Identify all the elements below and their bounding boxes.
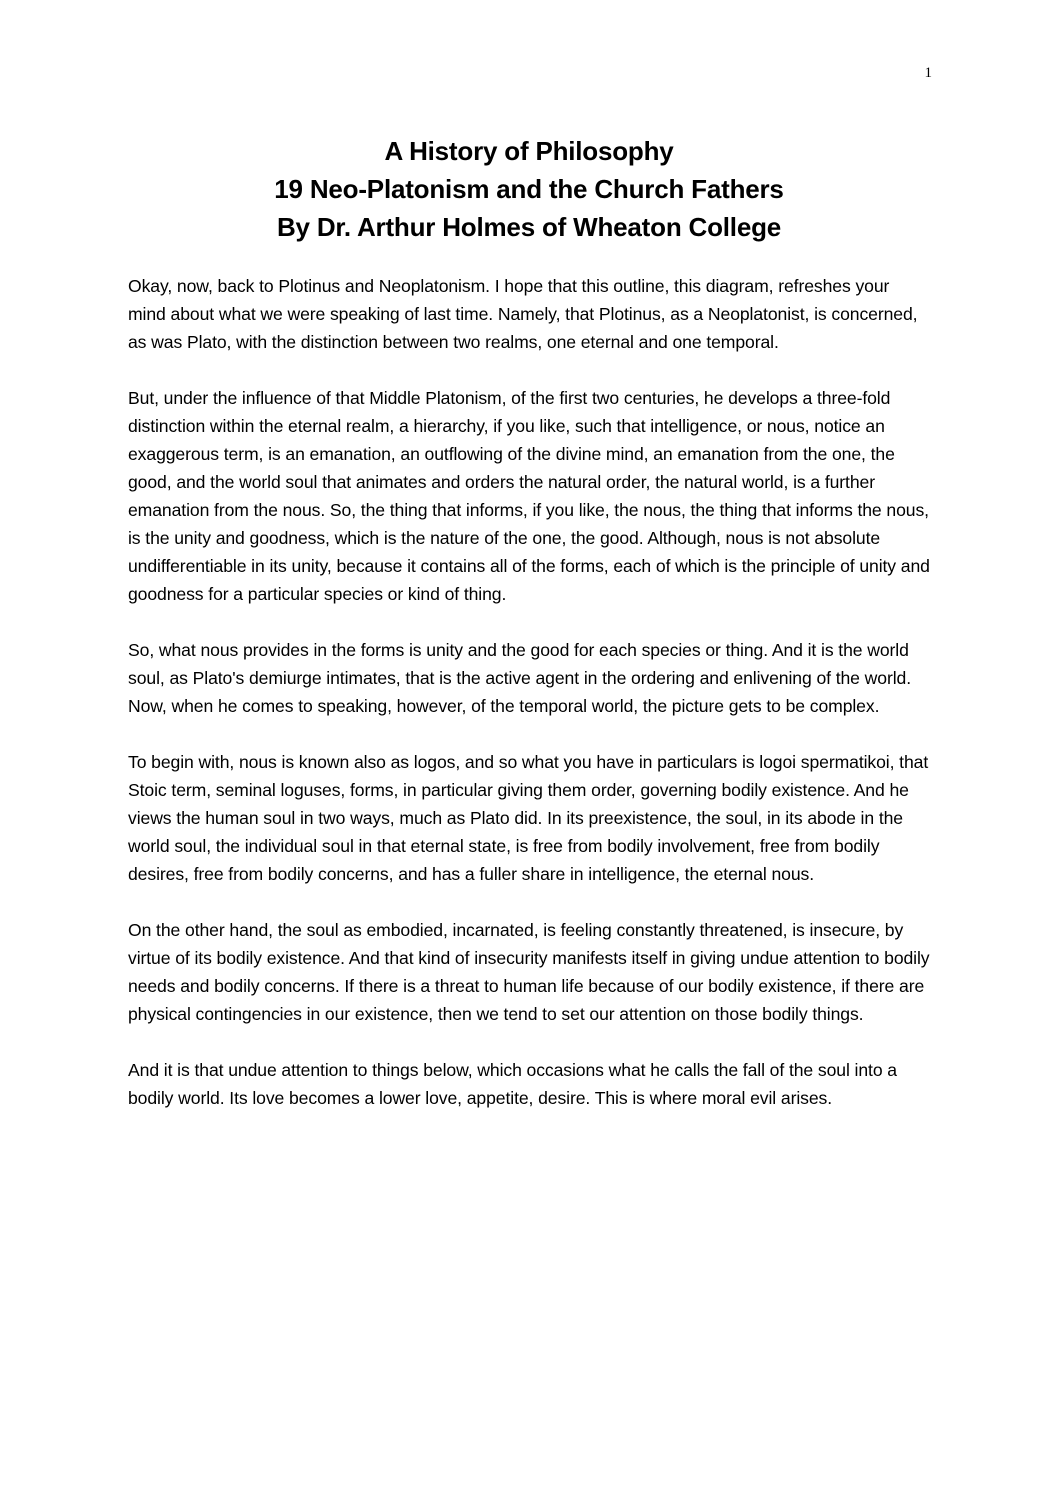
title-line-author: By Dr. Arthur Holmes of Wheaton College [276,212,782,242]
paragraph-fall-of-soul: And it is that undue attention to things below, which occasions what he calls the fall of the soul into a bodily world. Its love becomes a lower love, appetite, desire. This is where moral evil arises. [128,1060,897,1108]
paragraph-logos-soul: To begin with, nous is known also as logos, and so what you have in particulars is logoi spermatikoi, that Stoic term, seminal loguses, forms, in particular giving them order, governing bodily existence. And he views the human soul in two ways, much as Plato did. In its preexistence, the soul, in its abode in the world soul, the individual soul in that eternal state, is free from bodily involvement, free from bodily desires, free from bodily concerns, and has a fuller share in intelligence, the eternal nous. [128,752,929,884]
title-line-course: A History of Philosophy [384,136,674,166]
page-number: 1 [924,65,932,81]
document-title [128,132,930,246]
paragraph-embodied-soul: On the other hand, the soul as embodied, incarnated, is feeling constantly threatened, is insecure, by virtue of its bodily existence. And that kind of insecurity manifests itself in giving undue attention to bodily needs and bodily concerns. If there is a threat to human life because of our bodily existence, if there are physical contingencies in our existence, then we tend to set our attention on those bodily things. [128,920,930,1024]
paragraph-middle-platonism: But, under the influence of that Middle Platonism, of the first two centuries, he develops a three-fold distinction within the eternal realm, a hierarchy, if you like, such that intelligence, or nous, notice an exaggerous term, is an emanation, an outflowing of the divine mind, an emanation from the one, the good, and the world soul that animates and orders the natural order, the natural world, is a further emanation from the nous. So, the thing that informs, if you like, the nous, the thing that informs the nous, is the unity and goodness, which is the nature of the one, the good. Although, nous is not absolute undifferentiable in its unity, because it contains all of the forms, each of which is the principle of unity and goodness for a particular species or kind of thing. [128,388,930,604]
lecture-body [128,272,930,1140]
title-line-lecture: 19 Neo-Platonism and the Church Fathers [274,174,784,204]
paragraph-intro: Okay, now, back to Plotinus and Neoplatonism. I hope that this outline, this diagram, refreshes your mind about what we were speaking of last time. Namely, that Plotinus, as a Neoplatonist, is concerned, as was Plato, with the distinction between two realms, one eternal and one temporal. [128,276,918,352]
paragraph-nous-forms: So, what nous provides in the forms is unity and the good for each species or thing. And it is the world soul, as Plato's demiurge intimates, that is the active agent in the ordering and enlivening of the world. Now, when he comes to speaking, however, of the temporal world, the picture gets to be complex. [128,640,911,716]
